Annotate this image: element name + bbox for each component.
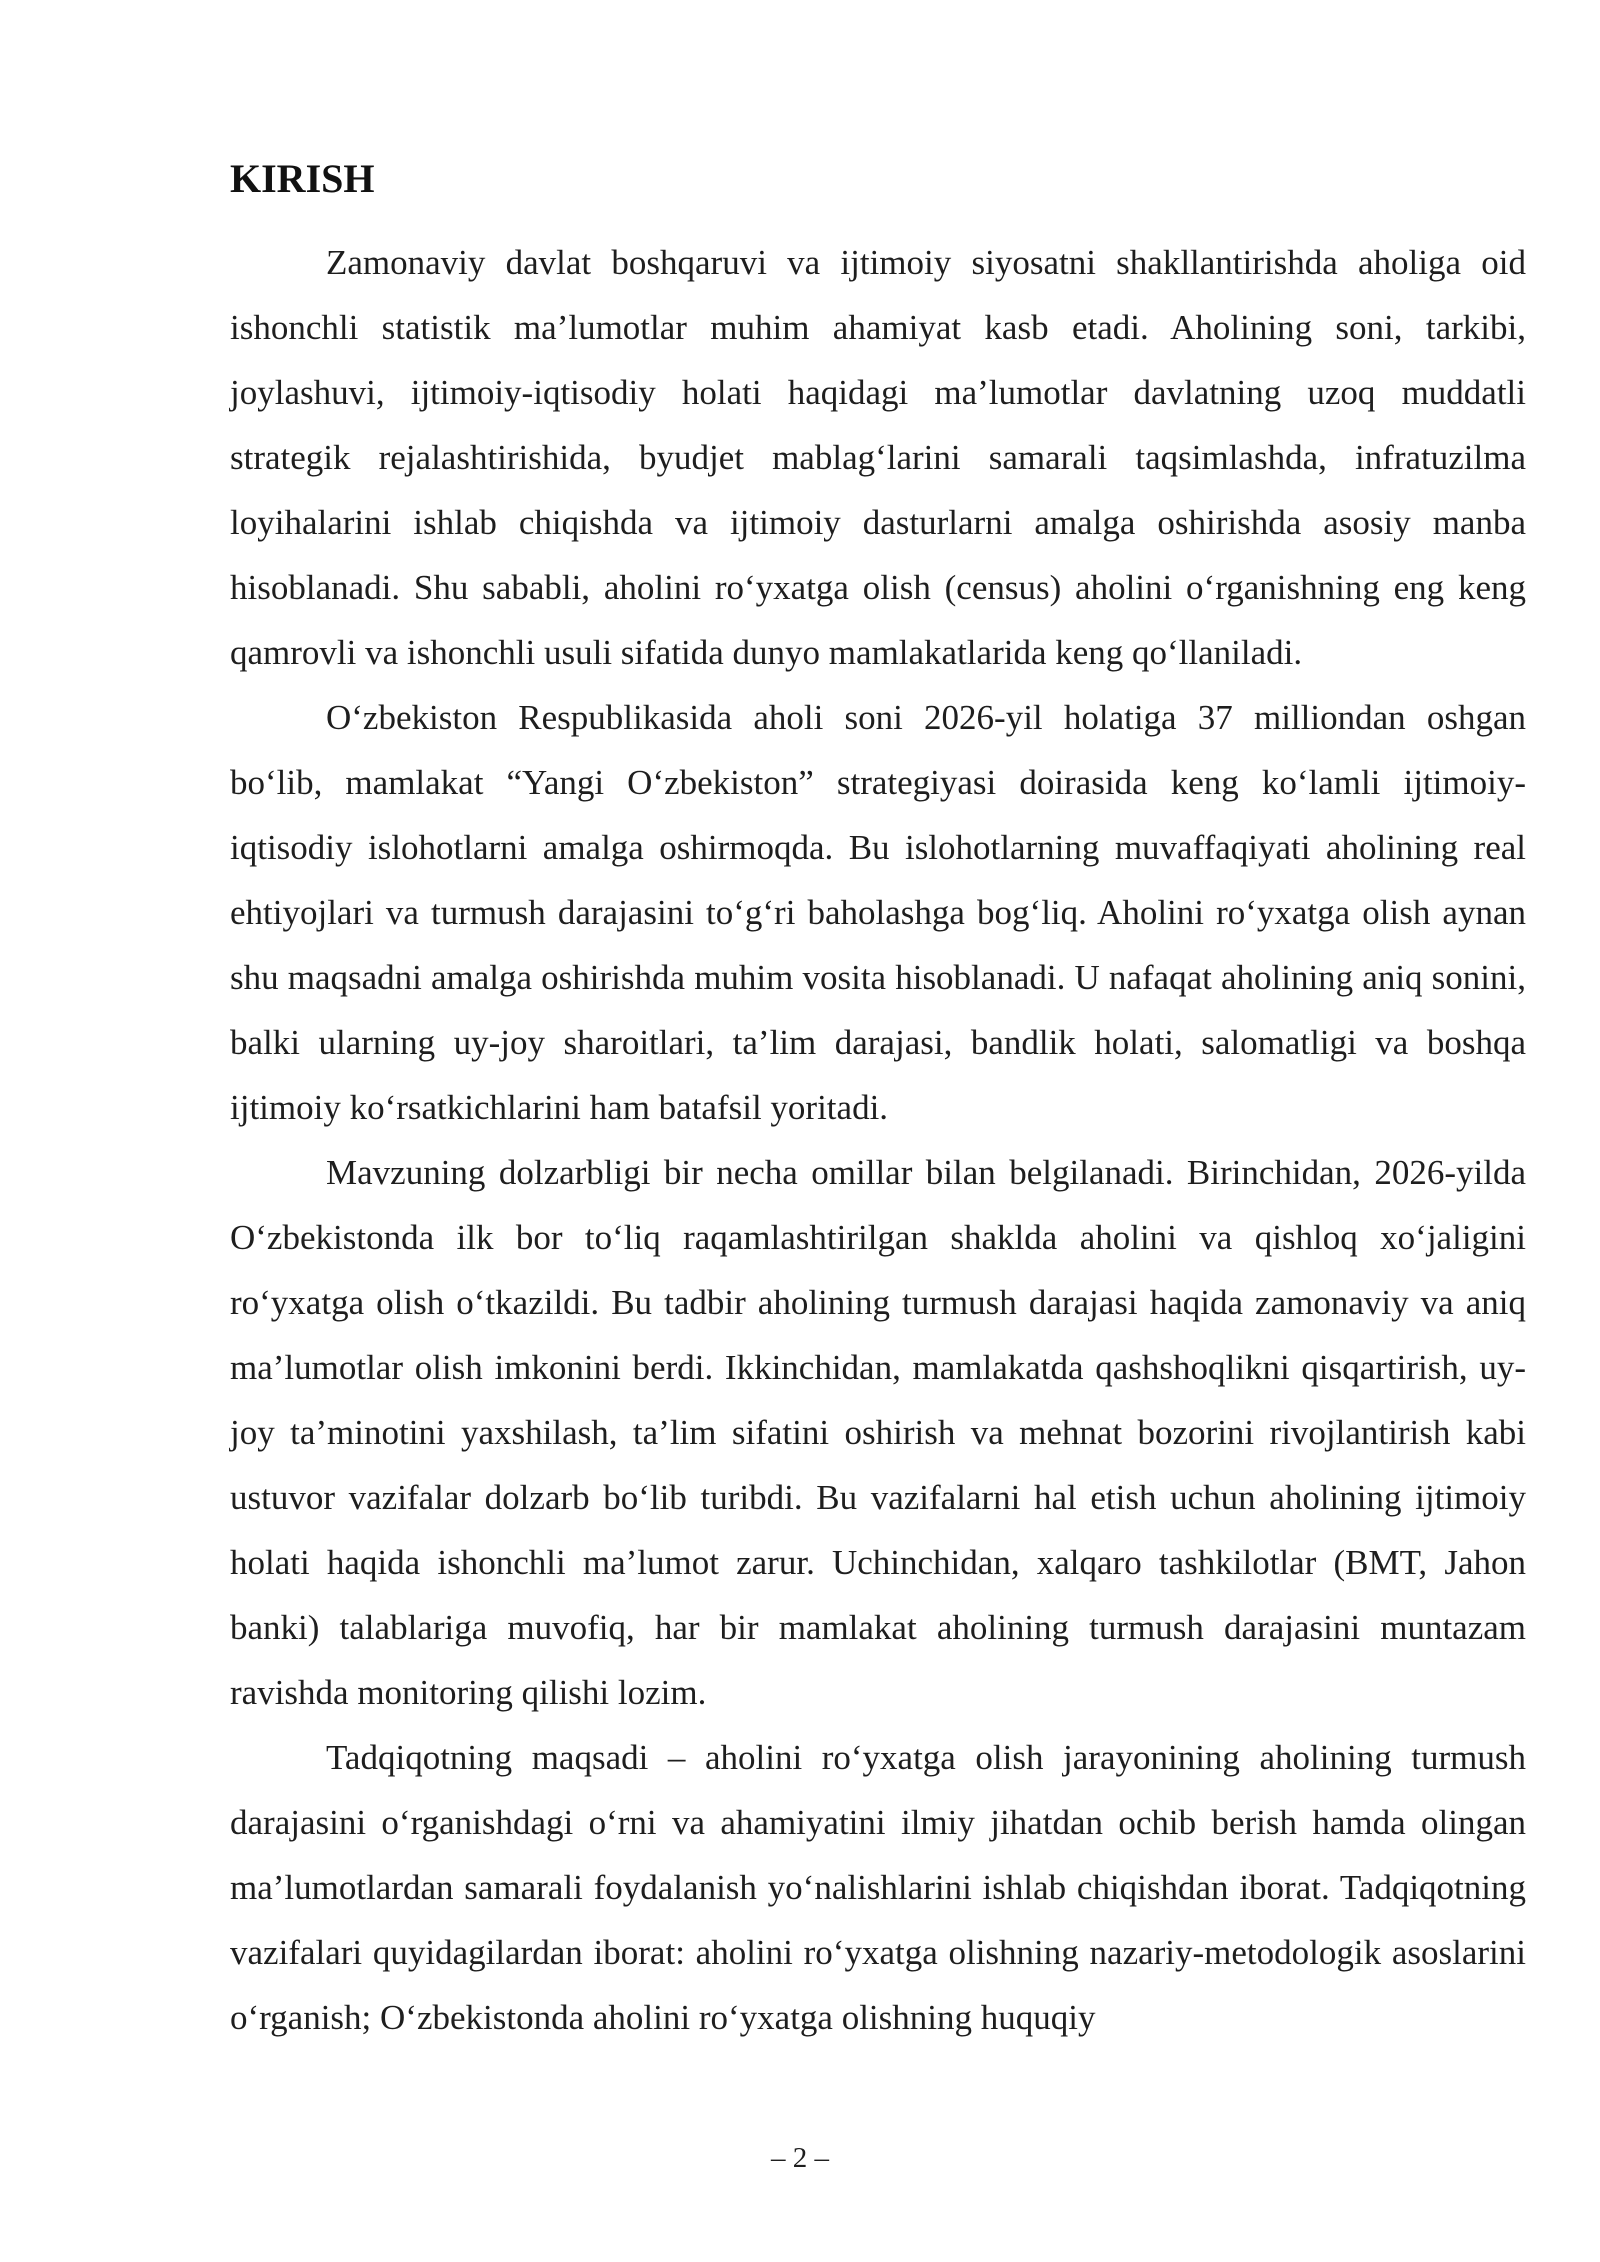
page-content [230, 150, 1526, 2050]
paragraph-relevance: Mavzuning dolzarbligi bir necha omillar bilan belgilanadi. Birinchidan, 2026-yilda O‘zbekistonda ilk bor to‘liq raqamlashtirilgan shaklda aholini va qishloq xo‘jaligini ro‘yxatga olish o‘tkazildi. Bu tadbir aholining turmush darajasi haqida zamonaviy va aniq ma’lumotlar olish imkonini berdi. Ikkinchidan, mamlakatda qashshoqlikni qisqartirish, uy-joy ta’minotini yaxshilash, ta’lim sifatini oshirish va mehnat bozorini rivojlantirish kabi ustuvor vazifalar dolzarb bo‘lib turibdi. Bu vazifalarni hal etish uchun aholining ijtimoiy holati haqida ishonchli ma’lumot zarur. Uchinchidan, xalqaro tashkilotlar (BMT, Jahon banki) talablariga muvofiq, har bir mamlakat aholining turmush darajasini muntazam ravishda monitoring qilishi lozim. [230, 1153, 1526, 1712]
paragraph-research-goal: Tadqiqotning maqsadi – aholini ro‘yxatga olish jarayonining aholining turmush darajasini o‘rganishdagi o‘rni va ahamiyatini ilmiy jihatdan ochib berish hamda olingan ma’lumotlardan samarali foydalanish yo‘nalishlarini ishlab chiqishdan iborat. Tadqiqotning vazifalari quyidagilardan iborat: aholini ro‘yxatga olishning nazariy-metodologik asoslarini o‘rganish; O‘zbekistonda aholini ro‘yxatga olishning huquqiy [230, 1738, 1526, 2037]
paragraph-uzbekistan-population: O‘zbekiston Respublikasida aholi soni 2026-yil holatiga 37 milliondan oshgan bo‘lib, mamlakat “Yangi O‘zbekiston” strategiyasi doirasida keng ko‘lamli ijtimoiy-iqtisodiy islohotlarni amalga oshirmoqda. Bu islohotlarning muvaffaqiyati aholining real ehtiyojlari va turmush darajasini to‘g‘ri baholashga bog‘liq. Aholini ro‘yxatga olish aynan shu maqsadni amalga oshirishda muhim vosita hisoblanadi. U nafaqat aholining aniq sonini, balki ularning uy-joy sharoitlari, ta’lim darajasi, bandlik holati, salomatligi va boshqa ijtimoiy ko‘rsatkichlarini ham batafsil yoritadi. [230, 698, 1526, 1127]
page-number: – 2 – [771, 2142, 829, 2174]
section-heading: KIRISH [230, 156, 375, 201]
paragraph-introduction: Zamonaviy davlat boshqaruvi va ijtimoiy siyosatni shakllantirishda aholiga oid ishonchli statistik ma’lumotlar muhim ahamiyat kasb etadi. Aholining soni, tarkibi, joylashuvi, ijtimoiy-iqtisodiy holati haqidagi ma’lumotlar davlatning uzoq muddatli strategik rejalashtirishida, byudjet mablag‘larini samarali taqsimlashda, infratuzilma loyihalarini ishlab chiqishda va ijtimoiy dasturlarni amalga oshirishda asosiy manba hisoblanadi. Shu sababli, aholini ro‘yxatga olish (census) aholini o‘rganishning eng keng qamrovli va ishonchli usuli sifatida dunyo mamlakatlarida keng qo‘llaniladi. [230, 243, 1526, 672]
